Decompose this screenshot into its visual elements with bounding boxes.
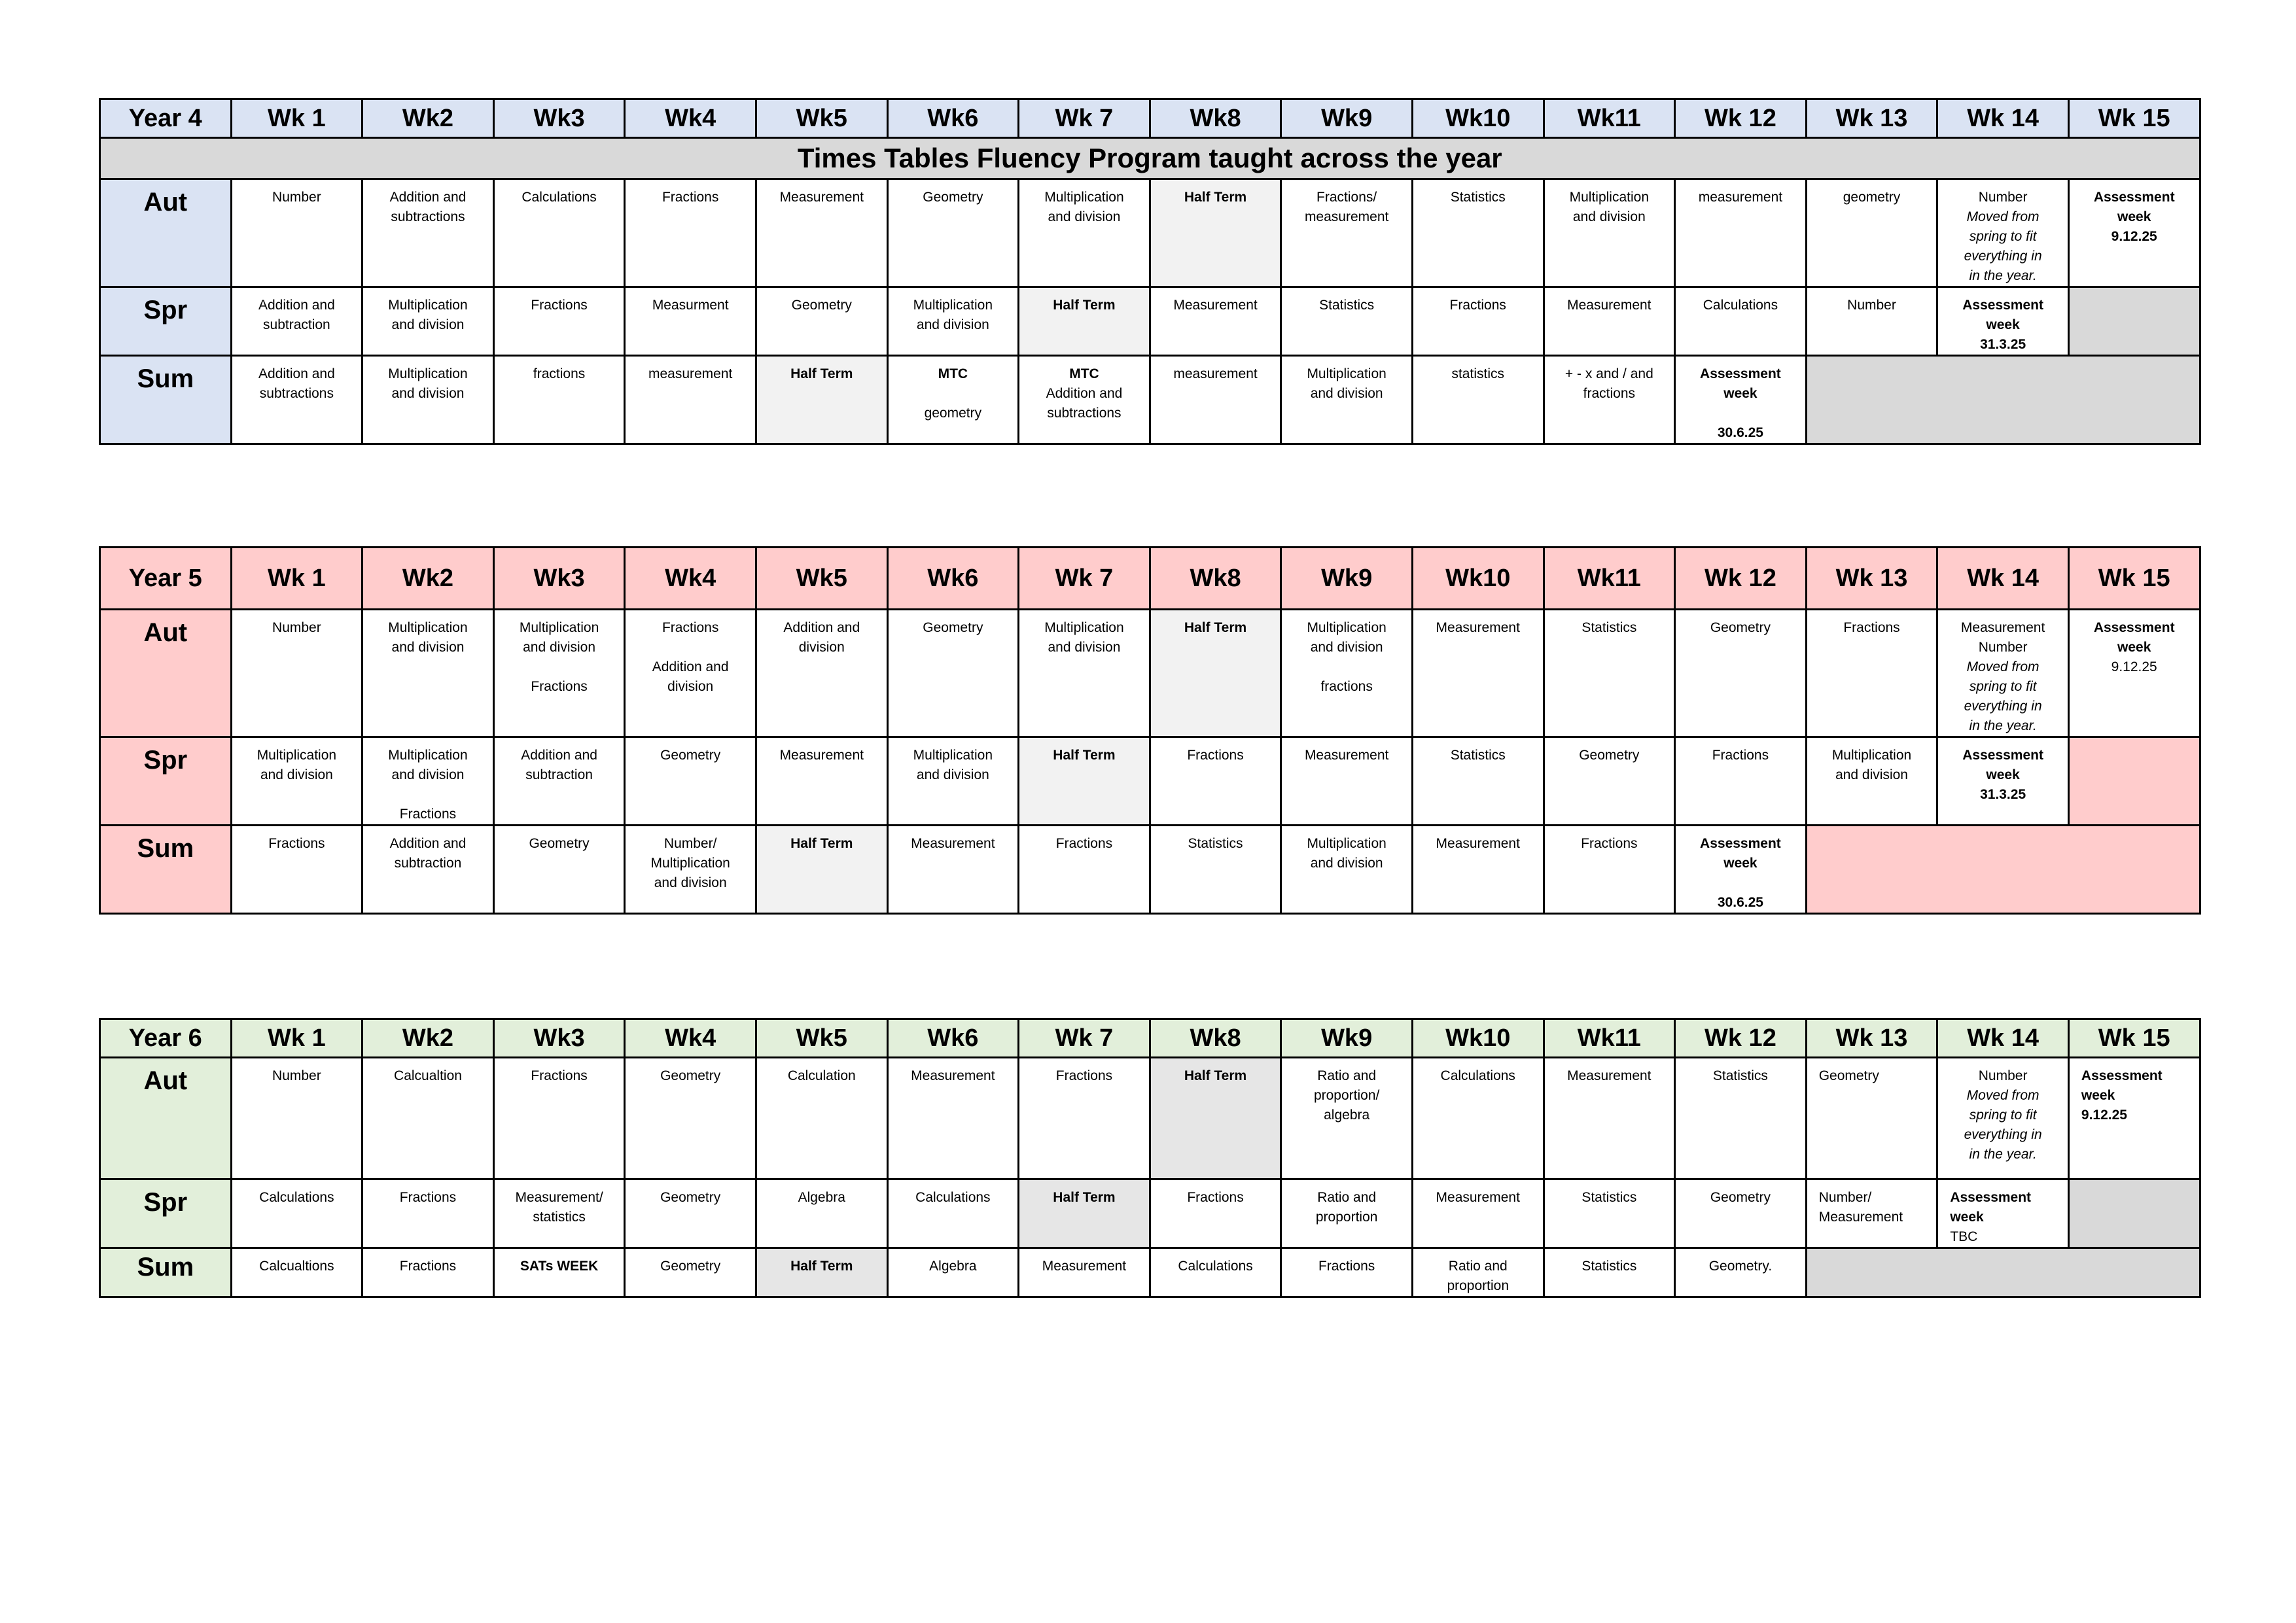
plan-cell: Measurement xyxy=(1412,1179,1544,1248)
plan-cell: Ratio and proportion/ algebra xyxy=(1281,1058,1413,1179)
week-header: Wk 7 xyxy=(1019,548,1150,610)
week-header: Wk2 xyxy=(362,548,494,610)
week-header: Wk 13 xyxy=(1806,1019,1937,1058)
year6-header-row xyxy=(100,1019,2200,1058)
plan-cell xyxy=(1937,1058,2069,1179)
plan-cell: Fractions xyxy=(1806,610,1937,737)
plan-cell: Addition and subtraction xyxy=(362,826,494,914)
half-term-cell: Half Term xyxy=(1019,1179,1150,1248)
plan-cell xyxy=(1937,179,2069,287)
plan-cell: Statistics xyxy=(1150,826,1281,914)
plan-cell: Measurement xyxy=(1544,287,1675,356)
plan-cell: Calculations xyxy=(1150,1248,1281,1297)
assessment-label: Assessment week xyxy=(1950,1190,2032,1225)
half-term-cell: Half Term xyxy=(1019,287,1150,356)
half-term-cell: Half Term xyxy=(1019,737,1150,826)
cell-note: Moved from spring to fit everything in in the year. xyxy=(1964,659,2042,733)
plan-cell: Fractions/ measurement xyxy=(1281,179,1413,287)
plan-cell: Statistics xyxy=(1412,737,1544,826)
plan-cell: Fractions xyxy=(1281,1248,1413,1297)
year4-summer-row xyxy=(100,356,2200,444)
plan-cell: Multiplication and division Fractions xyxy=(493,610,625,737)
plan-cell: Measurement xyxy=(1281,737,1413,826)
year6-table xyxy=(99,1018,2201,1298)
week-header: Wk5 xyxy=(756,1019,887,1058)
week-header: Wk 15 xyxy=(2068,548,2200,610)
plan-cell: Multiplication and division xyxy=(887,737,1019,826)
year4-autumn-row xyxy=(100,179,2200,287)
empty-cell xyxy=(1806,826,2200,914)
plan-cell: Fractions xyxy=(1019,826,1150,914)
year5-header-row xyxy=(100,548,2200,610)
cell-text: geometry xyxy=(924,406,982,421)
plan-cell: Fractions xyxy=(231,826,362,914)
plan-cell: Multiplication and division xyxy=(1806,737,1937,826)
year6-autumn-row xyxy=(100,1058,2200,1179)
assessment-cell: Assessment week 9.12.25 xyxy=(2068,179,2200,287)
week-header: Wk 1 xyxy=(231,548,362,610)
plan-cell: Multiplication and division xyxy=(1281,356,1413,444)
mtc-label: MTC xyxy=(1069,366,1099,381)
plan-cell: Multiplication and division xyxy=(1281,826,1413,914)
plan-cell: measurement xyxy=(1150,356,1281,444)
week-header: Wk4 xyxy=(625,99,756,138)
assessment-label: Assessment week xyxy=(2093,620,2175,655)
week-header: Wk10 xyxy=(1412,548,1544,610)
plan-cell: Geometry xyxy=(1675,1179,1807,1248)
plan-cell: Number/ Multiplication and division xyxy=(625,826,756,914)
week-header: Wk6 xyxy=(887,1019,1019,1058)
plan-cell: Fractions xyxy=(493,287,625,356)
plan-cell: Calculations xyxy=(493,179,625,287)
week-header: Wk 12 xyxy=(1675,99,1807,138)
plan-cell: Fractions xyxy=(1150,1179,1281,1248)
plan-cell: Fractions xyxy=(1544,826,1675,914)
year4-label: Year 4 xyxy=(100,99,232,138)
plan-cell: Measurement xyxy=(1150,287,1281,356)
plan-cell xyxy=(1019,356,1150,444)
week-header: Wk9 xyxy=(1281,548,1413,610)
plan-cell: Multiplication and division xyxy=(1019,610,1150,737)
week-header: Wk 7 xyxy=(1019,99,1150,138)
plan-cell: Fractions Addition and division xyxy=(625,610,756,737)
times-tables-banner: Times Tables Fluency Program taught across the year xyxy=(100,138,2200,179)
plan-cell: Fractions xyxy=(1412,287,1544,356)
week-header: Wk 14 xyxy=(1937,548,2069,610)
week-header: Wk3 xyxy=(493,548,625,610)
plan-cell: Multiplication and division fractions xyxy=(1281,610,1413,737)
cell-text: Number xyxy=(1978,1068,2028,1083)
half-term-cell: Half Term xyxy=(1150,610,1281,737)
plan-cell: Calculations xyxy=(1412,1058,1544,1179)
half-term-cell: Half Term xyxy=(756,826,887,914)
sats-week-cell: SATs WEEK xyxy=(493,1248,625,1297)
year5-label: Year 5 xyxy=(100,548,232,610)
year5-autumn-row xyxy=(100,610,2200,737)
week-header: Wk2 xyxy=(362,99,494,138)
plan-cell: Fractions xyxy=(625,179,756,287)
plan-cell: Measurement xyxy=(1412,826,1544,914)
year4-header-row xyxy=(100,99,2200,138)
plan-cell: Addition and subtraction xyxy=(493,737,625,826)
week-header: Wk11 xyxy=(1544,548,1675,610)
plan-cell xyxy=(1937,610,2069,737)
plan-cell: Geometry xyxy=(756,287,887,356)
empty-cell xyxy=(1806,356,2200,444)
plan-cell: Multiplication and division xyxy=(362,356,494,444)
cell-note: Moved from spring to fit everything in in the year. xyxy=(1964,209,2042,283)
plan-cell: Calculations xyxy=(1675,287,1807,356)
plan-cell: Geometry xyxy=(887,610,1019,737)
week-header: Wk 1 xyxy=(231,99,362,138)
plan-cell: Number xyxy=(1806,287,1937,356)
plan-cell: Measurement xyxy=(1412,610,1544,737)
plan-cell: Statistics xyxy=(1544,610,1675,737)
week-header: Wk 12 xyxy=(1675,548,1807,610)
plan-cell: Statistics xyxy=(1412,179,1544,287)
plan-cell: Statistics xyxy=(1675,1058,1807,1179)
empty-cell xyxy=(2068,1179,2200,1248)
plan-cell: Ratio and proportion xyxy=(1412,1248,1544,1297)
plan-cell: Fractions xyxy=(493,1058,625,1179)
plan-cell: Measurement xyxy=(887,826,1019,914)
term-label: Sum xyxy=(100,356,232,444)
plan-cell: statistics xyxy=(1412,356,1544,444)
half-term-cell: Half Term xyxy=(756,1248,887,1297)
week-header: Wk4 xyxy=(625,548,756,610)
week-header: Wk8 xyxy=(1150,99,1281,138)
assessment-date: TBC xyxy=(1950,1229,1978,1244)
plan-cell: + - x and / and fractions xyxy=(1544,356,1675,444)
term-label: Aut xyxy=(100,179,232,287)
plan-cell: Multiplication and division xyxy=(362,287,494,356)
plan-cell: Number/ Measurement xyxy=(1806,1179,1937,1248)
week-header: Wk 12 xyxy=(1675,1019,1807,1058)
plan-cell xyxy=(887,356,1019,444)
plan-cell: Fractions xyxy=(1675,737,1807,826)
half-term-cell: Half Term xyxy=(756,356,887,444)
week-header: Wk4 xyxy=(625,1019,756,1058)
plan-cell: Calculations xyxy=(887,1179,1019,1248)
plan-cell: measurement xyxy=(625,356,756,444)
term-label: Sum xyxy=(100,826,232,914)
assessment-cell: Assessment week 31.3.25 xyxy=(1937,737,2069,826)
term-label: Aut xyxy=(100,610,232,737)
plan-cell: Fractions xyxy=(362,1179,494,1248)
plan-cell: Statistics xyxy=(1281,287,1413,356)
plan-cell: Geometry xyxy=(493,826,625,914)
plan-cell: Number xyxy=(231,610,362,737)
week-header: Wk8 xyxy=(1150,548,1281,610)
plan-cell: Measurement xyxy=(887,1058,1019,1179)
term-label: Aut xyxy=(100,1058,232,1179)
week-header: Wk2 xyxy=(362,1019,494,1058)
plan-cell: Statistics xyxy=(1544,1248,1675,1297)
plan-cell: Multiplication and division xyxy=(231,737,362,826)
cell-text: Number xyxy=(1978,190,2028,205)
empty-cell xyxy=(2068,287,2200,356)
week-header: Wk10 xyxy=(1412,1019,1544,1058)
assessment-cell xyxy=(2068,610,2200,737)
plan-cell: fractions xyxy=(493,356,625,444)
plan-cell: Algebra xyxy=(756,1179,887,1248)
plan-cell: Multiplication and division xyxy=(1019,179,1150,287)
week-header: Wk 15 xyxy=(2068,99,2200,138)
week-header: Wk9 xyxy=(1281,99,1413,138)
plan-cell: Statistics xyxy=(1544,1179,1675,1248)
plan-cell: Fractions xyxy=(362,1248,494,1297)
plan-cell: Measurement xyxy=(756,737,887,826)
assessment-cell: Assessment week 31.3.25 xyxy=(1937,287,2069,356)
cell-text: Measurement Number xyxy=(1960,620,2045,655)
plan-cell: Calculations xyxy=(231,1179,362,1248)
plan-cell: Measurement xyxy=(1019,1248,1150,1297)
year6-summer-row xyxy=(100,1248,2200,1297)
plan-cell: Multiplication and division Fractions xyxy=(362,737,494,826)
plan-cell: Multiplication and division xyxy=(1544,179,1675,287)
plan-cell: Calcualtion xyxy=(362,1058,494,1179)
week-header: Wk 14 xyxy=(1937,99,2069,138)
plan-cell: Measurment xyxy=(625,287,756,356)
term-label: Spr xyxy=(100,287,232,356)
plan-cell: Measurement/ statistics xyxy=(493,1179,625,1248)
year4-spring-row xyxy=(100,287,2200,356)
plan-cell: Measurement xyxy=(1544,1058,1675,1179)
year4-table xyxy=(99,98,2201,445)
plan-cell: Geometry xyxy=(625,1248,756,1297)
plan-cell: Geometry xyxy=(887,179,1019,287)
week-header: Wk6 xyxy=(887,99,1019,138)
year5-table xyxy=(99,546,2201,915)
week-header: Wk11 xyxy=(1544,1019,1675,1058)
year6-spring-row xyxy=(100,1179,2200,1248)
assessment-cell: Assessment week 30.6.25 xyxy=(1675,356,1807,444)
plan-cell: Geometry xyxy=(1675,610,1807,737)
week-header: Wk9 xyxy=(1281,1019,1413,1058)
plan-cell: Multiplication and division xyxy=(887,287,1019,356)
week-header: Wk 7 xyxy=(1019,1019,1150,1058)
mtc-label: MTC xyxy=(938,366,968,381)
cell-text: Addition and subtractions xyxy=(1046,386,1123,421)
plan-cell: Fractions xyxy=(1150,737,1281,826)
empty-cell xyxy=(1806,1248,2200,1297)
term-label: Spr xyxy=(100,737,232,826)
assessment-cell xyxy=(1937,1179,2069,1248)
plan-cell: Geometry xyxy=(1544,737,1675,826)
week-header: Wk 14 xyxy=(1937,1019,2069,1058)
week-header: Wk5 xyxy=(756,548,887,610)
year5-spring-row xyxy=(100,737,2200,826)
week-header: Wk3 xyxy=(493,99,625,138)
half-term-cell: Half Term xyxy=(1150,179,1281,287)
empty-cell xyxy=(2068,737,2200,826)
plan-cell: Calculation xyxy=(756,1058,887,1179)
plan-cell: measurement xyxy=(1675,179,1807,287)
plan-cell: Geometry xyxy=(625,1058,756,1179)
term-label: Sum xyxy=(100,1248,232,1297)
plan-cell: Algebra xyxy=(887,1248,1019,1297)
week-header: Wk5 xyxy=(756,99,887,138)
plan-cell: Multiplication and division xyxy=(362,610,494,737)
plan-cell: Geometry xyxy=(625,1179,756,1248)
plan-cell: Addition and subtraction xyxy=(231,287,362,356)
cell-note: Moved from spring to fit everything in in the year. xyxy=(1964,1088,2042,1162)
week-header: Wk 15 xyxy=(2068,1019,2200,1058)
assessment-date: 9.12.25 xyxy=(2111,659,2157,674)
week-header: Wk6 xyxy=(887,548,1019,610)
plan-cell: Geometry xyxy=(625,737,756,826)
plan-cell: Addition and subtractions xyxy=(231,356,362,444)
year6-label: Year 6 xyxy=(100,1019,232,1058)
assessment-cell: Assessment week 30.6.25 xyxy=(1675,826,1807,914)
plan-cell: Number xyxy=(231,179,362,287)
plan-cell: Geometry. xyxy=(1675,1248,1807,1297)
plan-cell: Measurement xyxy=(756,179,887,287)
plan-cell: Number xyxy=(231,1058,362,1179)
plan-cell: Addition and subtractions xyxy=(362,179,494,287)
plan-cell: Geometry xyxy=(1806,1058,1937,1179)
plan-cell: Ratio and proportion xyxy=(1281,1179,1413,1248)
week-header: Wk 13 xyxy=(1806,548,1937,610)
week-header: Wk10 xyxy=(1412,99,1544,138)
week-header: Wk8 xyxy=(1150,1019,1281,1058)
half-term-cell: Half Term xyxy=(1150,1058,1281,1179)
term-label: Spr xyxy=(100,1179,232,1248)
assessment-cell: Assessment week 9.12.25 xyxy=(2068,1058,2200,1179)
plan-cell: geometry xyxy=(1806,179,1937,287)
week-header: Wk11 xyxy=(1544,99,1675,138)
plan-cell: Addition and division xyxy=(756,610,887,737)
year4-banner-row xyxy=(100,138,2200,179)
plan-cell: Calcualtions xyxy=(231,1248,362,1297)
week-header: Wk 13 xyxy=(1806,99,1937,138)
week-header: Wk 1 xyxy=(231,1019,362,1058)
year5-summer-row xyxy=(100,826,2200,914)
plan-cell: Fractions xyxy=(1019,1058,1150,1179)
week-header: Wk3 xyxy=(493,1019,625,1058)
